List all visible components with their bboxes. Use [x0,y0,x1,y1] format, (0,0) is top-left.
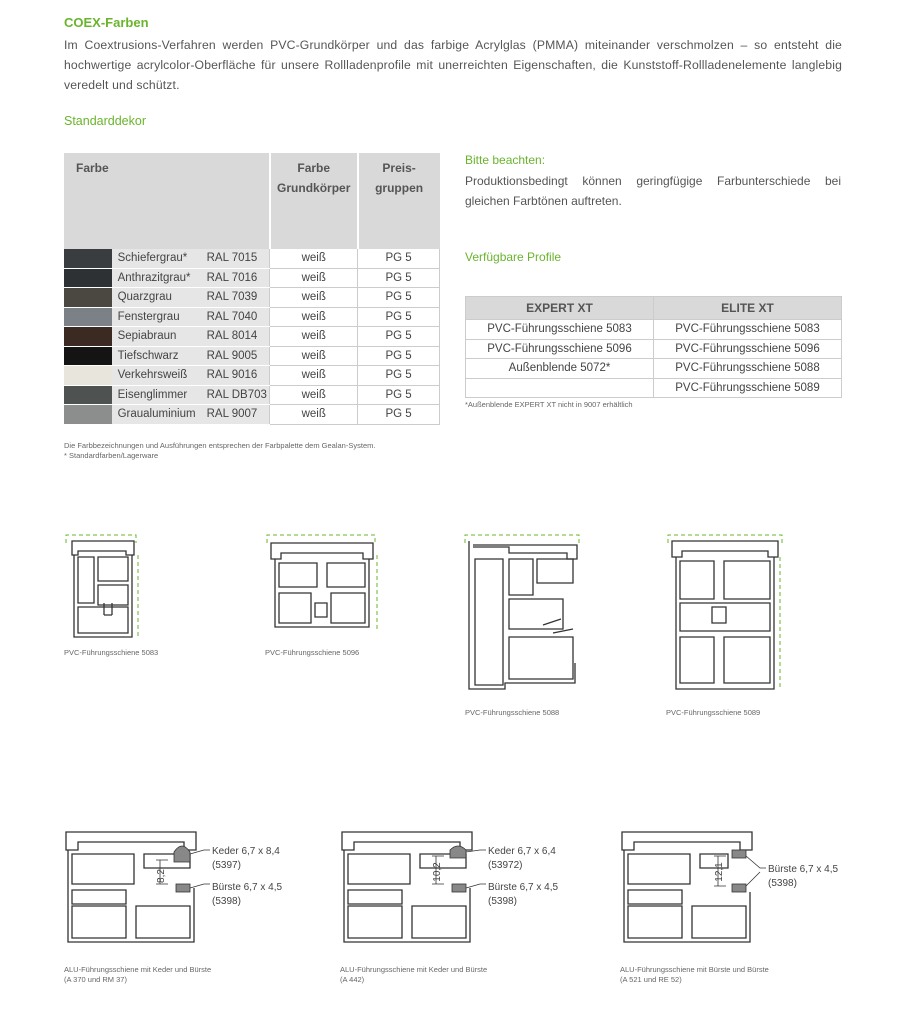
base-color: weiß [270,385,358,405]
caption-alu-1-line-1: ALU-Führungsschiene mit Keder und Bürste [64,965,212,974]
color-name: Schiefergrau* [112,249,201,268]
header-farbe: Farbe [64,153,270,249]
elite-xt-cell: PVC-Führungsschiene 5088 [654,359,842,379]
expert-xt-cell: PVC-Führungsschiene 5096 [466,339,654,359]
caption-5088: PVC-Führungsschiene 5088 [465,708,560,717]
price-group: PG 5 [358,288,440,308]
ral-code: RAL 7016 [201,268,270,288]
profile-5083-drawing [64,533,144,643]
caption-alu-1 [64,965,211,985]
note-text: Produktionsbedingt können geringfügige Farbunterschiede bei gleichen Farbtönen auftreten. [465,174,841,208]
ral-code: RAL 9007 [201,405,270,425]
profile-row [466,359,842,379]
ral-code: RAL 7040 [201,307,270,327]
alu2-keder-label: Keder 6,7 x 6,4 [488,846,556,857]
color-row [64,268,440,288]
color-swatch [64,288,112,308]
caption-alu-3-line-2: (A 521 und RE 52) [620,975,682,984]
color-swatch [64,268,112,288]
page-title: COEX-Farben [64,15,149,30]
color-swatch [64,249,112,268]
header-grundkoerper: Farbe Grundkörper [270,153,358,249]
alu-53972-drawing [340,828,570,958]
price-group: PG 5 [358,307,440,327]
color-row [64,288,440,308]
profile-5088-drawing [463,533,583,693]
color-name: Fenstergrau [112,307,201,327]
color-swatch [64,405,112,425]
profile-5096-drawing [265,533,380,633]
color-name: Tiefschwarz [112,346,201,366]
profile-table [465,296,842,398]
color-swatch [64,307,112,327]
color-swatch [64,366,112,386]
price-group: PG 5 [358,366,440,386]
header-preisgruppen: Preis- gruppen [358,153,440,249]
alu2-keder-number: (53972) [488,860,523,871]
alu-5398-drawing [620,828,850,958]
price-group: PG 5 [358,268,440,288]
ral-code: RAL 7015 [201,249,270,268]
color-swatch [64,385,112,405]
color-row [64,346,440,366]
alu2-buerste-number: (5398) [488,896,517,907]
color-name: Anthrazitgrau* [112,268,201,288]
price-group: PG 5 [358,346,440,366]
expert-xt-cell: Außenblende 5072* [466,359,654,379]
color-name: Eisenglimmer [112,385,201,405]
alu2-dimension: 10,2 [432,862,443,882]
caption-alu-3-line-1: ALU-Führungsschiene mit Bürste und Bürste [620,965,769,974]
elite-xt-cell: PVC-Führungsschiene 5083 [654,320,842,340]
footnote-line-2: * Standardfarben/Lagerware [64,451,159,460]
alu2-buerste-label: Bürste 6,7 x 4,5 [488,882,559,893]
standard-decor-heading: Standarddekor [64,114,147,128]
note-heading: Bitte beachten: [465,153,546,167]
base-color: weiß [270,307,358,327]
header-elite-xt: ELITE XT [654,297,842,320]
color-row [64,307,440,327]
alu3-buerste-number: (5398) [768,878,797,889]
base-color: weiß [270,288,358,308]
expert-xt-cell: PVC-Führungsschiene 5083 [466,320,654,340]
color-row [64,366,440,386]
profile-note: *Außenblende EXPERT XT nicht in 9007 erhältlich [465,400,633,409]
ral-code: RAL 8014 [201,327,270,347]
base-color: weiß [270,327,358,347]
base-color: weiß [270,268,358,288]
profile-row [466,320,842,340]
price-group: PG 5 [358,327,440,347]
price-group: PG 5 [358,385,440,405]
alu1-dimension: 8,2 [156,869,167,883]
color-name: Graualuminium [112,405,201,425]
color-table [64,153,440,425]
profile-row [466,378,842,398]
alu-5397-drawing [64,828,294,958]
footnote-line-1: Die Farbbezeichnungen und Ausführungen entsprechen der Farbpalette dem Gealan-System. [64,441,376,450]
expert-xt-cell [466,378,654,398]
color-name: Sepiabraun [112,327,201,347]
caption-alu-1-line-2: (A 370 und RM 37) [64,975,127,984]
price-group: PG 5 [358,249,440,268]
intro-paragraph: Im Coextrusions-Verfahren werden PVC-Grundkörper und das farbige Acrylglas (PMMA) miteinander verschmolzen – so entsteht die hochwertige acrylcolor-Oberfläche für unsere Rollladenprofile mit unerreichten Eigenschaften, die Kunststoff-Rollladenelemente langlebig veredelt und schützt. [64,38,842,92]
caption-alu-3 [620,965,769,985]
base-color: weiß [270,366,358,386]
caption-5096: PVC-Führungsschiene 5096 [265,648,360,657]
caption-alu-2-line-1: ALU-Führungsschiene mit Keder und Bürste [340,965,488,974]
color-row [64,327,440,347]
caption-alu-2-line-2: (A 442) [340,975,365,984]
caption-5089: PVC-Führungsschiene 5089 [666,708,761,717]
color-row [64,405,440,425]
profile-5089-drawing [666,533,786,693]
table-footnote [64,441,375,461]
profile-row [466,339,842,359]
color-name: Quarzgrau [112,288,201,308]
color-swatch [64,346,112,366]
alu1-buerste-label: Bürste 6,7 x 4,5 [212,882,283,893]
price-group: PG 5 [358,405,440,425]
caption-alu-2 [340,965,487,985]
alu1-keder-label: Keder 6,7 x 8,4 [212,846,280,857]
base-color: weiß [270,346,358,366]
base-color: weiß [270,249,358,268]
ral-code: RAL DB703 [201,385,270,405]
elite-xt-cell: PVC-Führungsschiene 5096 [654,339,842,359]
ral-code: RAL 9016 [201,366,270,386]
caption-5083: PVC-Führungsschiene 5083 [64,648,159,657]
ral-code: RAL 9005 [201,346,270,366]
color-name: Verkehrsweiß [112,366,201,386]
color-swatch [64,327,112,347]
alu3-dimension: 12,1 [714,862,725,882]
color-row [64,249,440,268]
alu1-buerste-number: (5398) [212,896,241,907]
alu1-keder-number: (5397) [212,860,241,871]
header-expert-xt: EXPERT XT [466,297,654,320]
base-color: weiß [270,405,358,425]
elite-xt-cell: PVC-Führungsschiene 5089 [654,378,842,398]
color-row [64,385,440,405]
profiles-heading: Verfügbare Profile [465,250,562,264]
ral-code: RAL 7039 [201,288,270,308]
alu3-buerste-label: Bürste 6,7 x 4,5 [768,864,839,875]
